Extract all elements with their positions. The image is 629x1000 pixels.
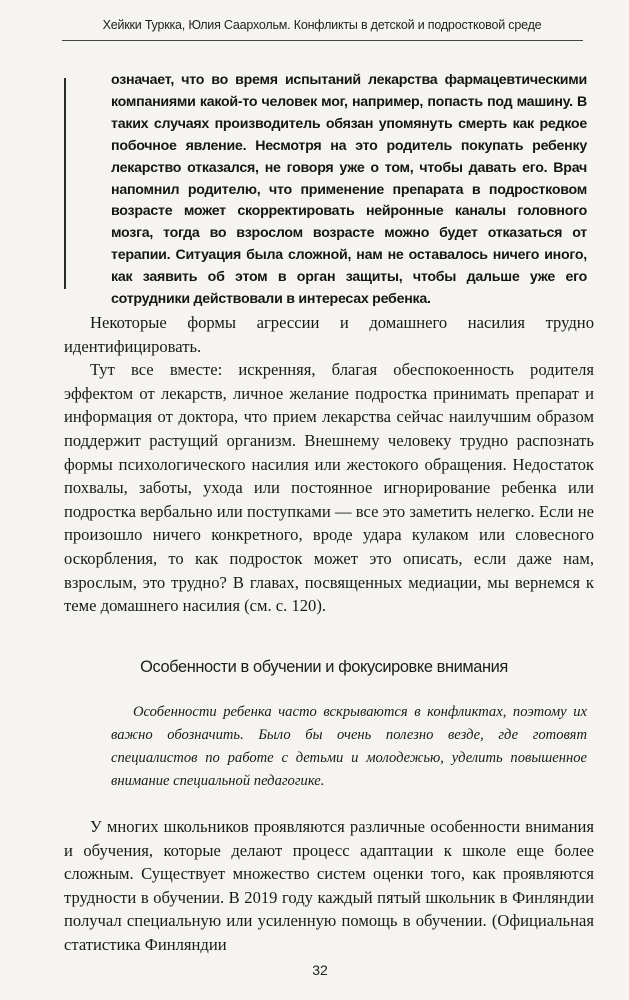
paragraph: У многих школьников проявляются различные особенности внимания и обучения, которые делают процесс адаптации к школе еще более сложным. Существует множество систем оценки того, как проявляются трудности в обучении. В 2019 году каждый пятый школьник в Финляндии получал специальную или усиленную помощь в обучении. (Официальная статистика Финляндии bbox=[64, 817, 594, 954]
page-number: 32 bbox=[312, 962, 328, 978]
boxed-excerpt: означает, что во время испытаний лекарства фармацевтическими компаниями какой-то человек мог, например, попасть под машину. В таких случаях производитель обязан упомянуть смерть как редкое побочное явление. Несмотря на это родитель покупать ребенку лекарство отказался, не говоря уже о том, чтобы давать его. Врач напомнил родителю, что применение препарата в подростковом возрасте может скорректировать нейронные каналы головного мозга, тогда во взрослом возрасте можно будет отказаться от терапии. Ситуация была сложной, нам не оставалось ничего иного, как заявить об этом в орган защиты, чтобы дальше уже его сотрудники действовали в интересах ребенка. bbox=[111, 72, 587, 308]
excerpt-side-rule bbox=[64, 78, 66, 289]
paragraph: Тут все вместе: искренняя, благая обеспокоенность родителя эффектом от лекарств, личное желание подростка принимать препарат и информация от доктора, что прием лекарства сейчас наилучшим образом поддержит растущий организм. Внешнему человеку трудно распознать формы психологического насилия или жестокого обращения. Недостаток похвалы, заботы, ухода или постоянное игнорирование ребенка или подростка вербально или поступками — все это заметить нелегко. Если не произошло ничего конкретного, вроде удара кулаком или словесного оскорбления, то как подросток может это описать, если даже нам, взрослым, это трудно? В главах, посвященных медиации, мы вернемся к теме домашнего насилия (см. с. 120). bbox=[64, 360, 594, 616]
header-rule bbox=[62, 40, 583, 41]
running-head: Хейкки Туркка, Юлия Саархольм. Конфликты в детской и подростковой среде bbox=[102, 18, 542, 32]
body-text-section bbox=[64, 815, 594, 957]
section-epigraph bbox=[111, 701, 587, 793]
paragraph: Некоторые формы агрессии и домашнего насилия трудно идентифицировать. bbox=[64, 313, 594, 356]
body-text bbox=[64, 311, 594, 618]
epigraph-text: Особенности ребенка часто вскрываются в конфликтах, поэтому их важно обозначить. Было бы очень полезно везде, где готовят специалистов по работе с детьми и молодежью, уделить повышенное внимание специальной педагогике. bbox=[111, 704, 587, 789]
section-title: Особенности в обучении и фокусировке внимания bbox=[140, 658, 508, 676]
